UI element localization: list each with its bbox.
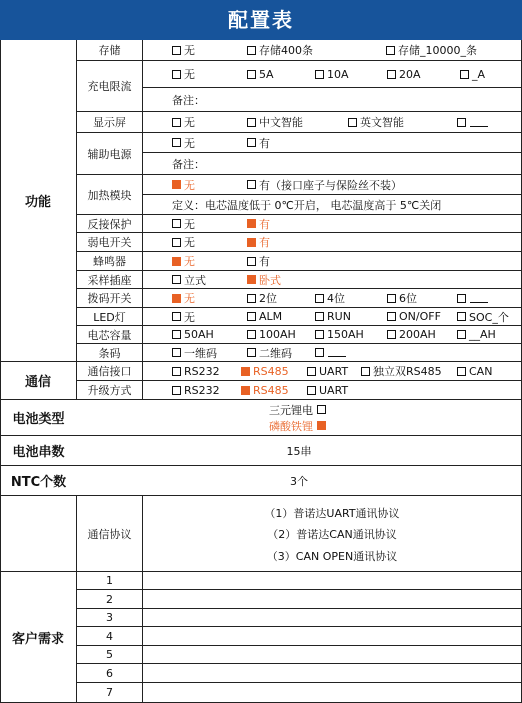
checkbox-icon <box>387 330 396 339</box>
label-weak-switch: 弱电开关 <box>77 233 143 252</box>
customer-row-content[interactable] <box>143 590 522 609</box>
options-weak-switch <box>143 233 522 252</box>
checkbox-checked-icon <box>247 238 256 247</box>
comm-option-can[interactable]: CAN <box>457 362 492 380</box>
display-option-none[interactable]: 无 <box>172 112 195 132</box>
section-battery-series: 电池串数 <box>0 436 77 466</box>
ntc-value[interactable]: 3个 <box>77 466 522 496</box>
checkbox-icon <box>247 312 256 321</box>
options-barcode <box>143 344 522 362</box>
checkbox-checked-icon <box>247 275 256 284</box>
customer-row-content[interactable] <box>143 683 522 703</box>
charge-option-5a[interactable]: 5A <box>247 61 274 87</box>
customer-row-content[interactable] <box>143 664 522 683</box>
options-heating <box>143 175 522 195</box>
socket-option-horizontal[interactable]: 卧式 <box>247 271 281 288</box>
label-charge-limit: 充电限流 <box>77 61 143 112</box>
protocol-item-canopen: （3）CAN OPEN通讯协议 <box>266 550 398 564</box>
checkbox-icon <box>315 312 324 321</box>
capacity-option-50[interactable]: 50AH <box>172 326 214 343</box>
checkbox-icon <box>307 386 316 395</box>
barcode-option-1d[interactable]: 一维码 <box>172 344 217 361</box>
checkbox-icon <box>172 70 181 79</box>
battery-series-value[interactable]: 15串 <box>77 436 522 466</box>
label-buzzer: 蜂鸣器 <box>77 252 143 271</box>
blank-line <box>328 348 346 357</box>
dip-option-2[interactable]: 2位 <box>247 289 277 307</box>
label-display: 显示屏 <box>77 112 143 133</box>
checkbox-icon <box>315 294 324 303</box>
label-heating: 加热模块 <box>77 175 143 215</box>
battery-type-lfp[interactable]: 磷酸铁锂 <box>269 418 329 434</box>
options-storage <box>143 40 522 61</box>
checkbox-icon <box>315 70 324 79</box>
checkbox-checked-icon <box>241 367 250 376</box>
customer-row-number: 1 <box>77 572 143 590</box>
protocol-item-can: （2）普诺达CAN通讯协议 <box>267 528 397 542</box>
checkbox-icon <box>361 367 370 376</box>
checkbox-icon <box>348 118 357 127</box>
comm-option-rs232[interactable]: RS232 <box>172 362 220 380</box>
label-protocol: 通信协议 <box>77 496 143 572</box>
customer-row-number: 6 <box>77 664 143 683</box>
comm-option-rs485[interactable]: RS485 <box>241 362 289 380</box>
battery-type-ncm[interactable]: 三元锂电 <box>269 402 329 418</box>
checkbox-icon <box>457 330 466 339</box>
protocol-list <box>143 496 522 572</box>
blank-line <box>470 294 488 303</box>
options-charge-limit <box>143 61 522 88</box>
checkbox-icon <box>172 312 181 321</box>
aux-option-none[interactable]: 无 <box>172 133 195 152</box>
label-led: LED灯 <box>77 308 143 326</box>
checkbox-icon <box>172 118 181 127</box>
weak-switch-option-none[interactable]: 无 <box>172 233 195 251</box>
options-socket <box>143 271 522 289</box>
options-upgrade <box>143 381 522 400</box>
checkbox-icon <box>247 138 256 147</box>
display-option-custom[interactable] <box>457 112 488 132</box>
charge-option-none[interactable]: 无 <box>172 61 195 87</box>
led-option-alm[interactable]: ALM <box>247 308 282 325</box>
checkbox-icon <box>315 348 324 357</box>
checkbox-icon <box>386 46 395 55</box>
label-storage: 存储 <box>77 40 143 61</box>
checkbox-icon <box>172 238 181 247</box>
checkbox-checked-icon <box>247 219 256 228</box>
comm-option-dual-rs485[interactable]: 独立双RS485 <box>361 362 442 380</box>
options-reverse <box>143 215 522 233</box>
storage-option-10000[interactable]: 存储_10000_条 <box>386 40 477 60</box>
weak-switch-option-yes[interactable]: 有 <box>247 233 270 251</box>
checkbox-icon <box>247 70 256 79</box>
section-function: 功能 <box>0 40 77 362</box>
display-option-chinese[interactable]: 中文智能 <box>247 112 303 132</box>
led-option-none[interactable]: 无 <box>172 308 195 325</box>
checkbox-icon <box>247 294 256 303</box>
upgrade-option-rs232[interactable]: RS232 <box>172 381 220 399</box>
display-option-english[interactable]: 英文智能 <box>348 112 404 132</box>
checkbox-icon <box>457 118 466 127</box>
checkbox-icon <box>172 330 181 339</box>
storage-option-400[interactable]: 存储400条 <box>247 40 313 60</box>
aux-option-yes[interactable]: 有 <box>247 133 270 152</box>
checkbox-icon <box>172 138 181 147</box>
label-socket: 采样插座 <box>77 271 143 289</box>
dip-option-4[interactable]: 4位 <box>315 289 345 307</box>
dip-option-none[interactable]: 无 <box>172 289 195 307</box>
blank-line <box>470 118 488 127</box>
label-upgrade: 升级方式 <box>77 381 143 400</box>
upgrade-option-rs485[interactable]: RS485 <box>241 381 289 399</box>
storage-option-none[interactable]: 无 <box>172 40 195 60</box>
section-battery-type: 电池类型 <box>0 400 77 436</box>
options-aux-power <box>143 133 522 153</box>
capacity-option-150[interactable]: 150AH <box>315 326 364 343</box>
section-ntc: NTC个数 <box>0 466 77 496</box>
customer-row-number: 7 <box>77 683 143 703</box>
customer-row-number: 5 <box>77 646 143 664</box>
dip-option-6[interactable]: 6位 <box>387 289 417 307</box>
checkbox-icon <box>172 386 181 395</box>
capacity-option-custom[interactable]: __AH <box>457 326 496 343</box>
charge-option-custom[interactable]: _A <box>460 61 485 87</box>
checkbox-icon <box>172 348 181 357</box>
customer-row-content[interactable] <box>143 627 522 646</box>
checkbox-icon <box>457 367 466 376</box>
note-heating: 定义：电芯温度低于 0℃开启， 电芯温度高于 5℃关闭 <box>143 195 522 215</box>
checkbox-icon <box>387 294 396 303</box>
checkbox-icon <box>457 294 466 303</box>
checkbox-icon <box>172 46 181 55</box>
buzzer-option-none[interactable]: 无 <box>172 252 195 270</box>
customer-row-content[interactable] <box>143 609 522 627</box>
upgrade-option-uart[interactable]: UART <box>307 381 348 399</box>
reverse-option-none[interactable]: 无 <box>172 215 195 232</box>
checkbox-icon <box>460 70 469 79</box>
label-cell-capacity: 电芯容量 <box>77 326 143 344</box>
checkbox-icon <box>247 118 256 127</box>
barcode-option-custom[interactable] <box>315 344 346 361</box>
options-led <box>143 308 522 326</box>
buzzer-option-yes[interactable]: 有 <box>247 252 270 270</box>
note-aux-power[interactable]: 备注： <box>143 153 522 175</box>
customer-row-content[interactable] <box>143 646 522 664</box>
page-title: 配置表 <box>0 0 522 40</box>
capacity-option-100[interactable]: 100AH <box>247 326 296 343</box>
comm-option-uart[interactable]: UART <box>307 362 348 380</box>
customer-row-number: 4 <box>77 627 143 646</box>
options-buzzer <box>143 252 522 271</box>
led-option-run[interactable]: RUN <box>315 308 351 325</box>
reverse-option-yes[interactable]: 有 <box>247 215 270 232</box>
checkbox-icon <box>387 312 396 321</box>
options-comm-iface <box>143 362 522 381</box>
checkbox-icon <box>457 312 466 321</box>
section-comm: 通信 <box>0 362 77 400</box>
checkbox-icon <box>247 330 256 339</box>
checkbox-icon <box>315 330 324 339</box>
checkbox-checked-icon <box>317 421 326 430</box>
checkbox-icon <box>247 180 256 189</box>
charge-option-20a[interactable]: 20A <box>387 61 421 87</box>
label-dip-switch: 拨码开关 <box>77 289 143 308</box>
customer-row-content[interactable] <box>143 572 522 590</box>
checkbox-checked-icon <box>172 294 181 303</box>
checkbox-icon <box>307 367 316 376</box>
checkbox-icon <box>247 46 256 55</box>
options-cell-capacity <box>143 326 522 344</box>
socket-option-vertical[interactable]: 立式 <box>172 271 206 288</box>
charge-option-10a[interactable]: 10A <box>315 61 349 87</box>
barcode-option-2d[interactable]: 二维码 <box>247 344 292 361</box>
checkbox-icon <box>317 405 326 414</box>
checkbox-icon <box>247 257 256 266</box>
checkbox-icon <box>172 367 181 376</box>
checkbox-checked-icon <box>172 257 181 266</box>
heating-option-yes[interactable]: 有（接口座子与保险丝不装） <box>247 175 402 194</box>
checkbox-icon <box>172 275 181 284</box>
options-display <box>143 112 522 133</box>
checkbox-checked-icon <box>241 386 250 395</box>
led-option-onoff[interactable]: ON/OFF <box>387 308 441 325</box>
label-aux-power: 辅助电源 <box>77 133 143 175</box>
capacity-option-200[interactable]: 200AH <box>387 326 436 343</box>
note-charge-limit[interactable]: 备注： <box>143 88 522 112</box>
dip-option-custom[interactable] <box>457 289 488 307</box>
label-barcode: 条码 <box>77 344 143 362</box>
options-dip-switch <box>143 289 522 308</box>
label-comm-iface: 通信接口 <box>77 362 143 381</box>
checkbox-icon <box>172 219 181 228</box>
customer-row-number: 3 <box>77 609 143 627</box>
checkbox-checked-icon <box>172 180 181 189</box>
led-option-soc[interactable]: SOC_个 <box>457 308 509 325</box>
section-blank-divider <box>0 496 77 572</box>
section-customer: 客户需求 <box>0 572 77 703</box>
label-reverse: 反接保护 <box>77 215 143 233</box>
battery-type-cell <box>77 400 522 436</box>
protocol-item-uart: （1）普诺达UART通讯协议 <box>264 506 400 520</box>
checkbox-icon <box>247 348 256 357</box>
heating-option-none[interactable]: 无 <box>172 175 195 194</box>
checkbox-icon <box>387 70 396 79</box>
customer-row-number: 2 <box>77 590 143 609</box>
